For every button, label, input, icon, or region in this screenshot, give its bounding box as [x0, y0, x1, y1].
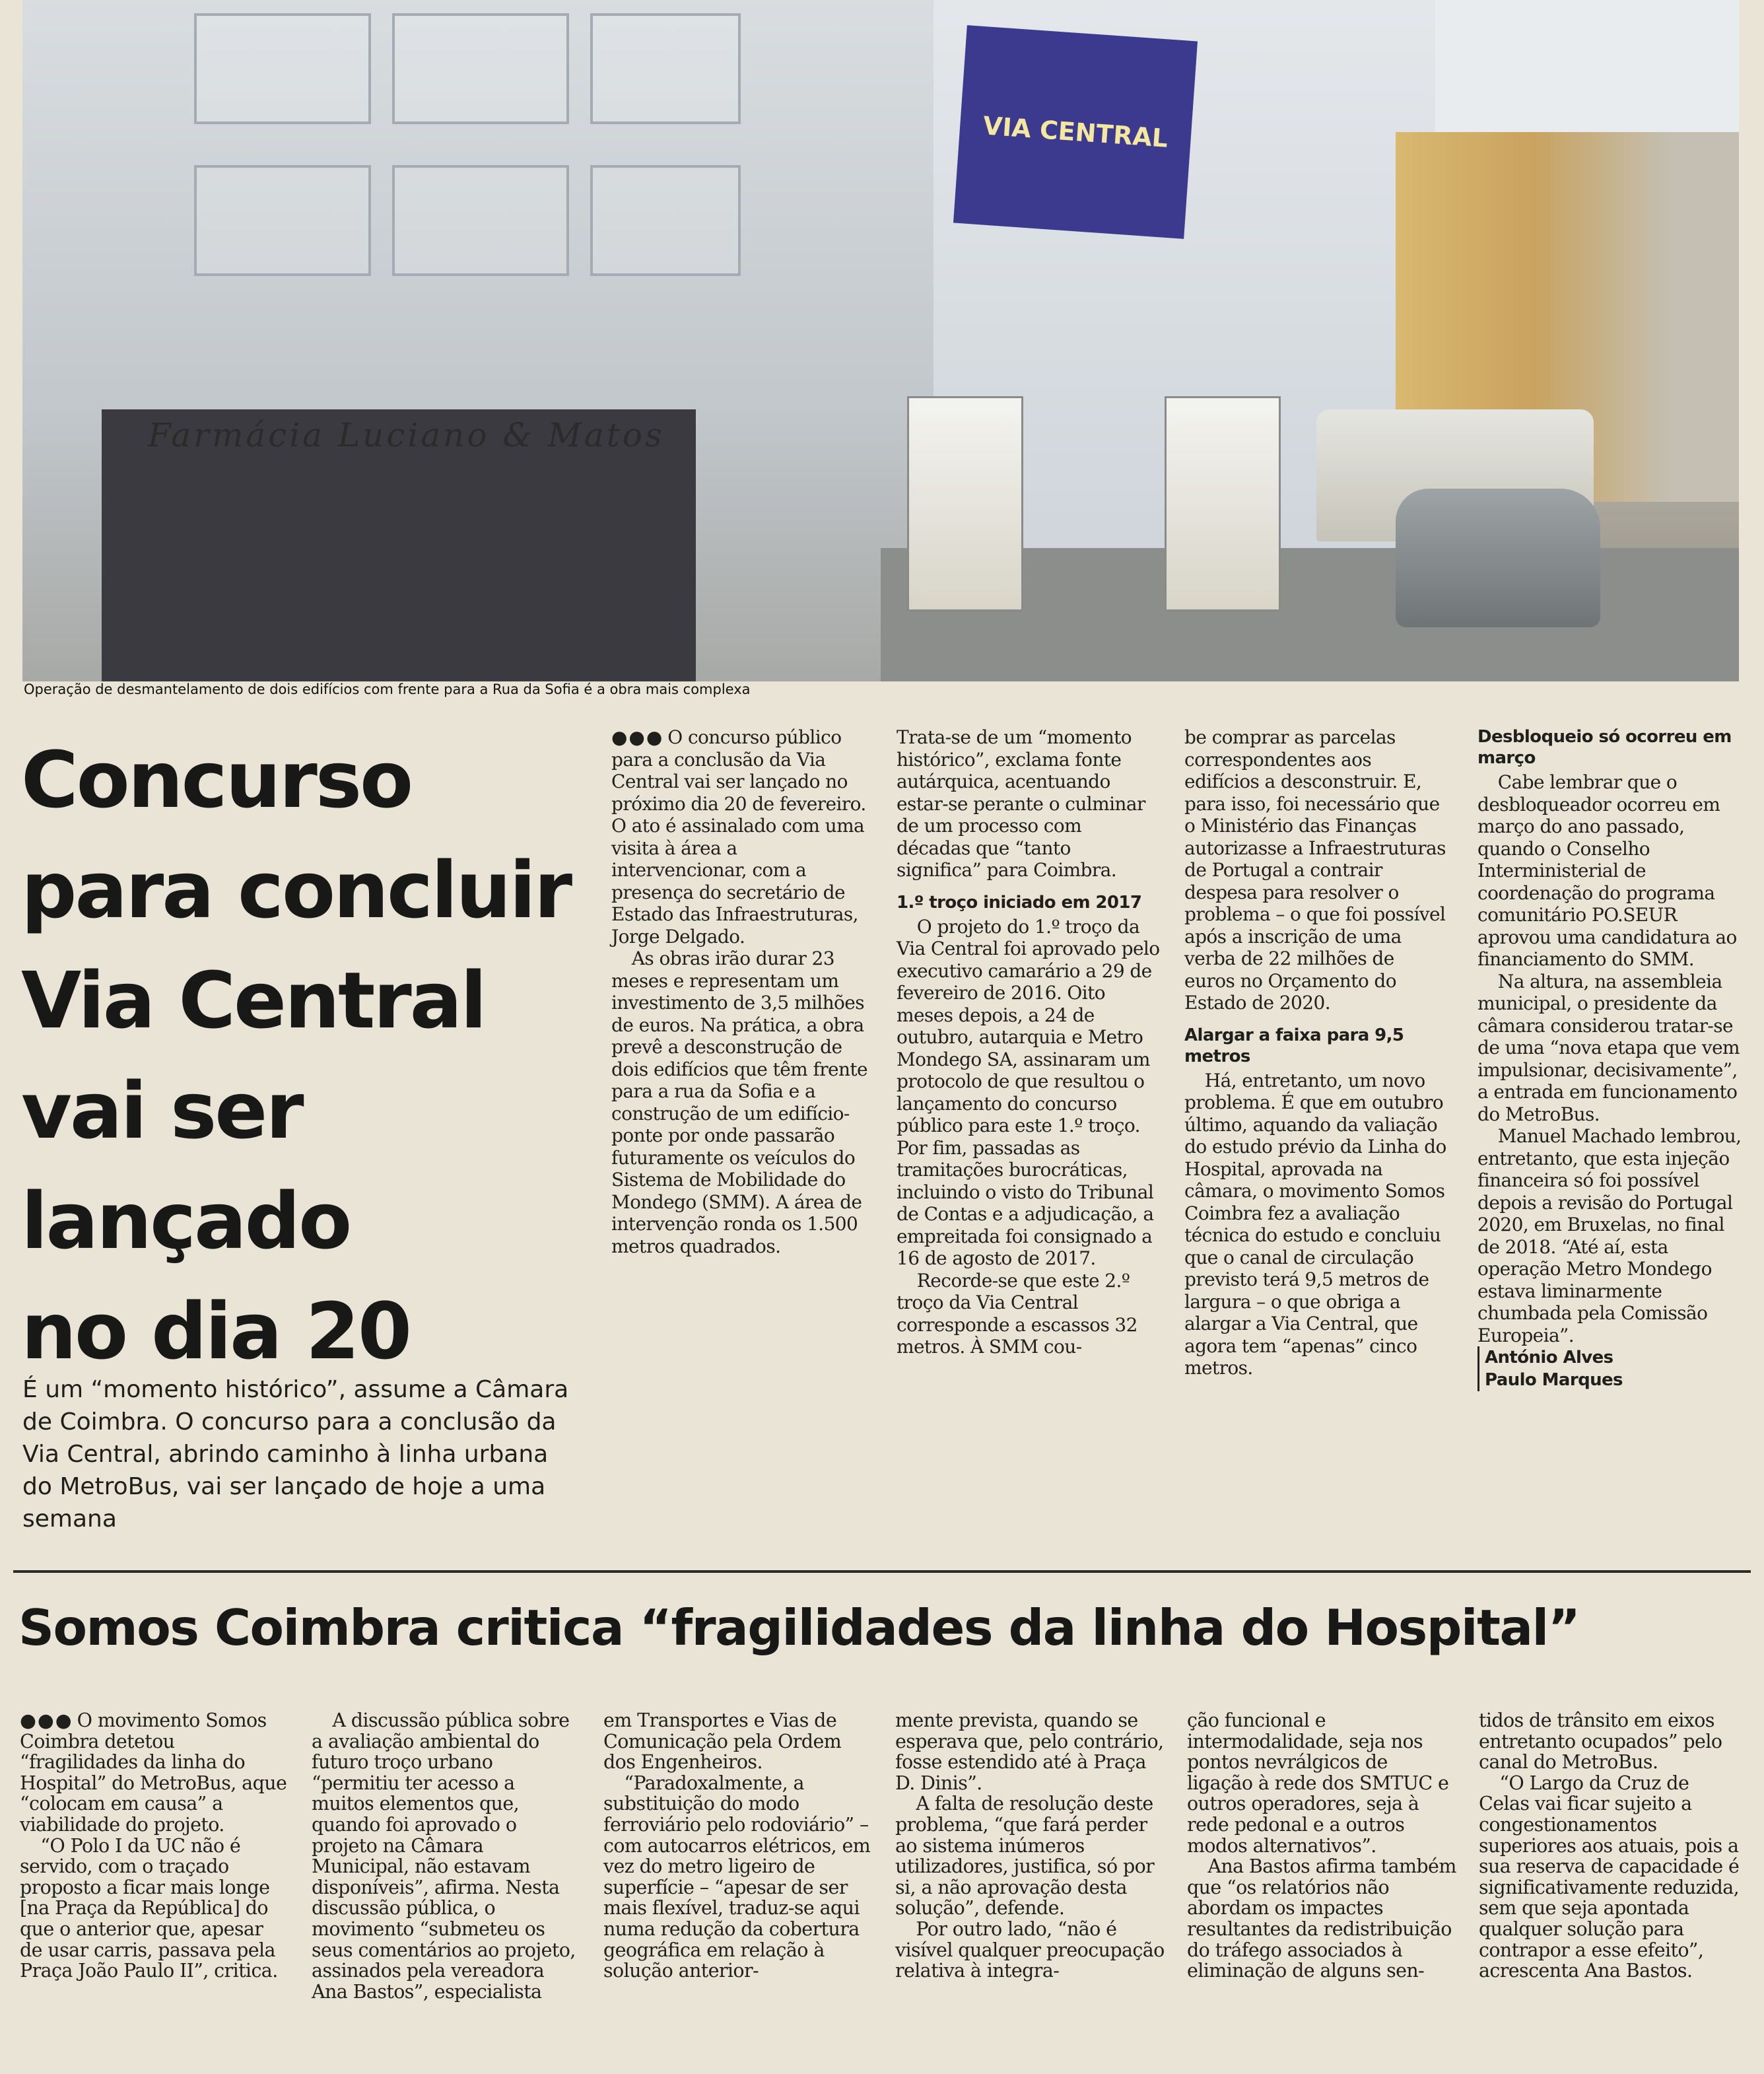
paragraph: A falta de resolução deste problema, “que fará perder ao sistema inúmeros utilizadores, justifica, só por si, a não aprovação desta solução”, defende. [895, 1793, 1155, 1919]
tram-illustration [1165, 396, 1281, 611]
second-article-column-2 [312, 1710, 582, 2002]
second-article-column-3 [603, 1710, 874, 1982]
paragraph: O projeto do 1.º troço da Via Central foi aprovado pelo executivo camarário a 29 de fevereiro de 2016. Oito meses depois, a 24 de outubro, autarquia e Metro Mondego SA, assinaram um protocolo de que resultou o lançamento do concurso público para este 1.º troço. Por fim, passadas as tramitações burocráticas, incluindo o visto do Tribunal de Contas e a adjudicação, a empreitada foi consignado a 16 de agosto de 2017. [897, 915, 1160, 1269]
tram-illustration [907, 396, 1023, 611]
headline-line: no dia 20 [21, 1286, 410, 1377]
article-column-3 [1184, 726, 1448, 1379]
article-lead: É um “momento histórico”, assume a Câmara de Coimbra. O concurso para a conclusão da Via Central, abrindo caminho à linha urbana do MetroBus, vai ser lançado de hoje a uma semana [22, 1376, 569, 1533]
facade-panel [392, 13, 569, 124]
headline-line: para concluir [21, 845, 571, 936]
main-headline [21, 725, 595, 1387]
section-divider [13, 1570, 1751, 1573]
facade-panel [194, 13, 371, 124]
paragraph: Manuel Machado lembrou, entretanto, que esta injeção financeira só foi possível depois a revisão do Portugal 2020, em Bruxelas, no final de 2018. “Até aí, esta operação Metro Mondego estava liminarmente chumbada pela Comissão Europeia”. [1477, 1125, 1742, 1346]
headline-line: Concurso [21, 734, 412, 825]
bullet-marks: ●●● [20, 1710, 73, 1731]
paragraph: “Paradoxalmente, a substituição do modo ferroviário pelo rodoviário” – com autocarros elétricos, em vez do metro ligeiro de superfície – “apesar de ser mais flexível, traduz-se aqui numa redução da cobertura geográfica em relação à solução anterior- [603, 1772, 871, 1982]
subheading: Alargar a faixa para 9,5 metros [1184, 1025, 1404, 1066]
paragraph: As obras irão durar 23 meses e representam um investimento de 3,5 milhões de euros. Na prática, a obra prevê a desconstrução de dois edifícios que têm frente para a rua da Sofia e a construção de um edifício-ponte por onde passarão futuramente os veículos do Sistema de Mobilidade do Mondego (SMM). A área de intervenção ronda os 1.500 metros quadrados. [611, 948, 868, 1257]
paragraph: Há, entretanto, um novo problema. É que em outubro último, aquando da valiação do estudo prévio da Linha do Hospital, aprovada na câmara, o movimento Somos Coimbra fez a avaliação técnica do estudo e concluiu que o canal de circulação previsto terá 9,5 metros de largura – o que obriga a alargar a Via Central, que agora tem “apenas” cinco metros. [1184, 1069, 1446, 1379]
paragraph: “O Largo da Cruz de Celas vai ficar sujeito a congestionamentos superiores aos atuais, pois a sua reserva de capacidade é significativamente reduzida, sem que seja apontada qualquer solução para contrapor a esse efeito”, acrescenta Ana Bastos. [1479, 1772, 1740, 1982]
paragraph: Ana Bastos afirma também que “os relatórios não abordam os impactes resultantes da redistribuição do tráfego associados à eliminação de alguns sen- [1187, 1855, 1456, 1982]
facade-panel [590, 13, 741, 124]
second-article-column-1 [20, 1710, 290, 1982]
shop-sign: Farmácia Luciano & Matos [148, 416, 665, 454]
paragraph: be comprar as parcelas correspondentes aos edifícios a desconstruir. E, para isso, foi necessário que o Ministério das Finanças autorizasse a Infraestruturas de Portugal a contrair despesa para resolver o problema – o que foi possível após a inscrição de uma verba de 22 milhões de euros no Orçamento do Estado de 2020. [1184, 726, 1446, 1014]
subheading: Desbloqueio só ocorreu em março [1477, 727, 1732, 768]
headline-line: Via Central [21, 955, 485, 1046]
paragraph: Cabe lembrar que o desbloqueador ocorreu em março do ano passado, quando o Conselho Interministerial de coordenação do programa comunitário PO.SEUR aprovou uma candidatura ao financiamento do SMM. [1477, 771, 1737, 970]
paragraph: mente prevista, quando se esperava que, pelo contrário, fosse estendido até à Praça D. Dinis”. [895, 1710, 1164, 1794]
paragraph: A discussão pública sobre a avaliação ambiental do futuro troço urbano “permitiu ter acesso a muitos elementos que, quando foi aprovado o projeto na Câmara Municipal, não estavam disponíveis”, afirma. Nesta discussão pública, o movimento “submeteu os seus comentários ao projeto, assinados pela vereadora Ana Bastos”, especialista [312, 1710, 576, 2003]
paragraph: Por outro lado, “não é visível qualquer preocupação relativa à integra- [895, 1918, 1165, 1982]
photo-caption: Operação de desmantelamento de dois edifícios com frente para a Rua da Sofia é a obra mais complexa [24, 681, 751, 697]
paragraph: Na altura, na assembleia municipal, o presidente da câmara considerou tratar-se de uma “nova etapa que vem impulsionar, decisivamente”, a entrada em funcionamento do MetroBus. [1477, 970, 1740, 1125]
facade-panel [590, 165, 741, 276]
paragraph: tidos de trânsito em eixos entretanto ocupados” pelo canal do MetroBus. [1479, 1710, 1722, 1774]
subheading: 1.º troço iniciado em 2017 [897, 892, 1142, 913]
paragraph: Recorde-se que este 2.º troço da Via Central corresponde a escassos 32 metros. À SMM cou- [897, 1269, 1137, 1358]
via-central-banner: VIA CENTRAL [953, 25, 1198, 239]
car [1396, 489, 1600, 627]
article-column-1 [611, 726, 872, 1257]
paragraph: “O Polo I da UC não é servido, com o traçado proposto a ficar mais longe [na Praça da República] do que o anterior que, apesar de usar carris, passava pela Praça João Paulo II”, critica. [20, 1834, 278, 1982]
second-headline: Somos Coimbra critica “fragilidades da linha do Hospital” [18, 1599, 1580, 1657]
second-article-column-6 [1479, 1710, 1743, 1982]
second-article-column-5 [1187, 1710, 1458, 1982]
bullet-marks: ●●● [611, 726, 664, 748]
facade-panel [392, 165, 569, 276]
author-name: Paulo Marques [1477, 1369, 1742, 1391]
paragraph: Trata-se de um “momento histórico”, exclama fonte autárquica, acentuando estar-se perante o culminar de um processo com décadas que “tanto significa” para Coimbra. [897, 726, 1145, 881]
article-column-2 [897, 726, 1161, 1358]
news-photo [22, 0, 1739, 681]
second-article-column-4 [895, 1710, 1166, 1982]
author-name: António Alves [1477, 1346, 1742, 1369]
paragraph: O movimento Somos Coimbra detetou “fragilidades da linha do Hospital” do MetroBus, aque “colocam em causa” a viabilidade do projeto. [20, 1710, 287, 1836]
paragraph: O concurso público para a conclusão da Via Central vai ser lançado no próximo dia 20 de fevereiro. O ato é assinalado com uma visita à área a intervencionar, com a presença do secretário de Estado das Infraestruturas, Jorge Delgado. [611, 726, 866, 948]
headline-line: vai ser lançado [21, 1065, 351, 1266]
article-column-4 [1477, 726, 1742, 1391]
paragraph: ção funcional e intermodalidade, seja nos pontos nevrálgicos de ligação à rede dos SMTUC e outros operadores, seja à rede pedonal e a outros modos alternativos”. [1187, 1710, 1449, 1857]
paragraph: em Transportes e Vias de Comunicação pela Ordem dos Engenheiros. [603, 1710, 842, 1774]
facade-panel [194, 165, 371, 276]
